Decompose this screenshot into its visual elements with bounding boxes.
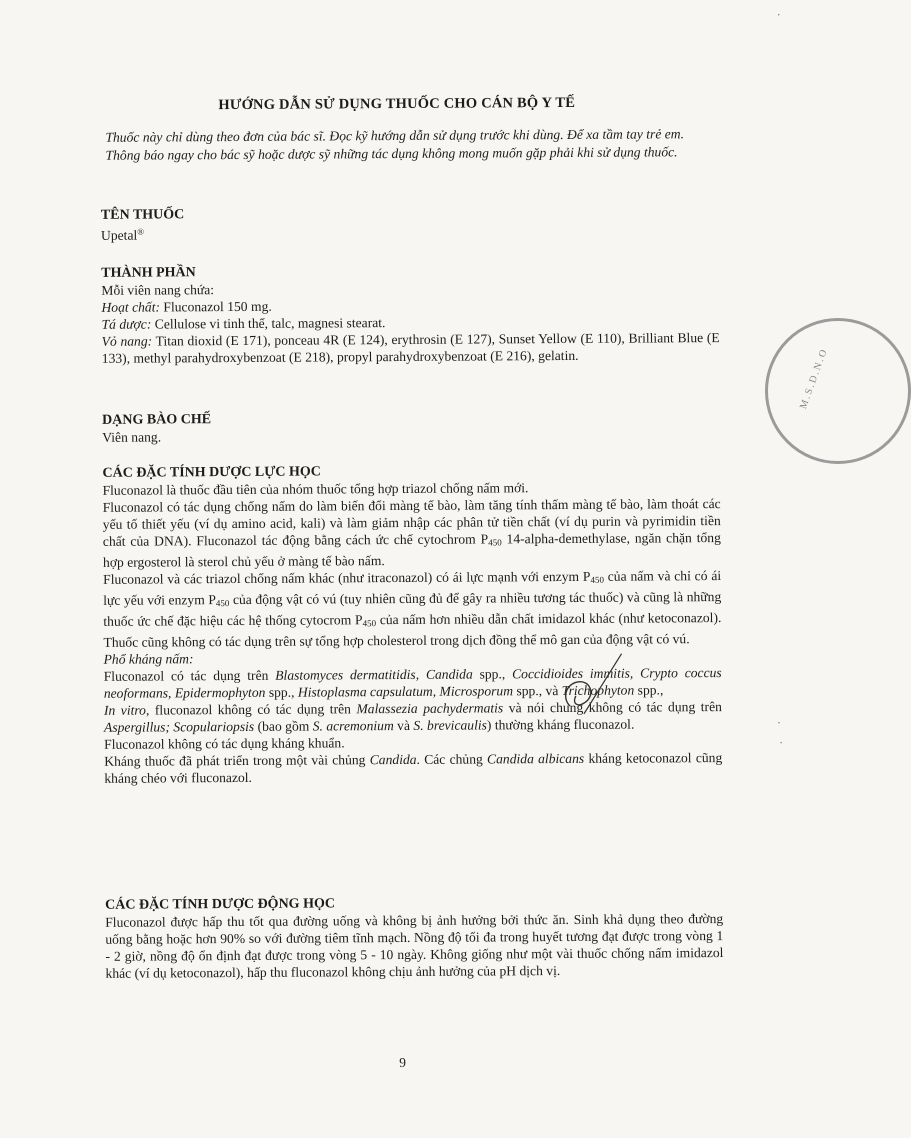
resistance-paragraph: Kháng thuốc đã phát triển trong một vài chủng Candida. Các chủng Candida albicans kháng ketoconazol cũng kháng chéo với fluconazol.	[104, 750, 723, 786]
official-stamp	[765, 318, 911, 464]
dosage-form: Viên nang.	[102, 429, 162, 445]
stamp-text: M.S.D.N.O	[797, 346, 831, 411]
intro-warning: Thuốc này chỉ dùng theo đơn của bác sĩ. Đọc kỹ hướng dẫn sử dụng trước khi dùng. Để xa tầm tay trẻ em. Thông báo ngay cho bác sỹ hoặc dược sỹ những tác dụng không mong muốn gặp phải khi sử dụng thuốc.	[105, 126, 685, 163]
section-dang-bao-che	[102, 408, 720, 446]
in-vitro-paragraph: In vitro, fluconazol không có tác dụng trên Malassezia pachydermatis và nói chung không có tác dụng trên Aspergillus; Scopulariopsis (bao gồm S. acremonium và S. brevicaulis) thường kháng fluconazol.	[103, 699, 722, 735]
active-ingredient: Hoạt chất: Fluconazol 150 mg.	[101, 298, 272, 315]
page-number: 9	[399, 1054, 406, 1071]
composition-intro: Mỗi viên nang chứa:	[101, 282, 215, 298]
heading-duoc-dong-hoc: CÁC ĐẶC TÍNH DƯỢC ĐỘNG HỌC	[105, 896, 335, 913]
pharmacodynamics-p3: Fluconazol và các triazol chống nấm khác (như itraconazol) có ái lực mạnh với enzym $P_{450}$ của nấm và chỉ có ái lực yếu với enzym $P_{450}$ của động vật có vú (tuy nhiên cũng đủ để gây ra nhiều tương tác thuốc) và cũng là những thuốc ức chế đặc hiệu các hệ thống cytocrom $P_{450}$ của nấm hơn nhiều dẫn chất imidazol khác (như ketoconazol). Thuốc cũng không có tác dụng trên sự tổng hợp cholesterol trong dịch đồng thể mô gan của động vật có vú.	[103, 568, 722, 650]
pharmacodynamics-p1: Fluconazol là thuốc đầu tiên của nhóm thuốc tổng hợp triazol chống nấm mới.	[102, 480, 529, 498]
pharmacokinetics-text: Fluconazol được hấp thu tốt qua đường uống và không bị ảnh hưởng bởi thức ăn. Sinh khả dụng theo đường uống bằng hoặc hơn 90% so với đường tiêm tĩnh mạch. Nồng độ tối đa trong huyết tương đạt được trong vòng 1 - 2 giờ, nồng độ ổn định đạt được trong vòng 5 - 10 ngày. Không giống như một vài thuốc chống nấm imidazol khác (ví dụ ketoconazol), hấp thu fluconazol không chịu ảnh hưởng của pH dịch vị.	[105, 911, 724, 981]
margin-specks: ·	[776, 715, 782, 730]
section-ten-thuoc	[101, 203, 719, 244]
registered-mark: ®	[137, 226, 145, 237]
margin-specks: ·	[779, 735, 784, 750]
section-thanh-phan	[101, 261, 720, 367]
excipients: Tá dược: Cellulose vi tinh thể, talc, magnesi stearat.	[101, 315, 386, 332]
antibacterial-note: Fluconazol không có tác dụng kháng khuẩn.	[104, 735, 345, 752]
heading-dang-bao-che: DẠNG BÀO CHẾ	[102, 412, 212, 428]
capsule-shell: Vỏ nang: Titan dioxid (E 171), ponceau 4R (E 124), erythrosin (E 127), Sunset Yellow (E 110), Brilliant Blue (E 133), methyl parahydroxybenzoat (E 218), propyl parahydroxybenzoat (E 216), gelatin.	[101, 330, 720, 366]
heading-thanh-phan: THÀNH PHẦN	[101, 265, 196, 281]
handwritten-mark-icon	[556, 654, 626, 734]
drug-name: Upetal®	[100, 226, 145, 243]
section-duoc-luc-hoc	[102, 461, 722, 787]
heading-ten-thuoc: TÊN THUỐC	[100, 207, 185, 223]
margin-specks: ·	[776, 7, 781, 22]
pharmacodynamics-p2: Fluconazol có tác dụng chống nấm do làm biến đổi màng tế bào, làm tăng tính thấm màng tế bào, làm thoát các yếu tố thiết yếu (ví dụ amino acid, kali) và làm giảm nhập các phân tử tiền chất (ví dụ purin và pyrimidin tiền chất của DNA). Fluconazol tác động bằng cách ức chế cytochrom $P_{450}$ 14-alpha-demethylase, ngăn chặn tổng hợp ergosterol là sterol chủ yếu ở màng tế bào nấm.	[102, 496, 721, 570]
section-duoc-dong-hoc	[105, 893, 724, 982]
antifungal-spectrum-label: Phổ kháng nấm:	[103, 651, 194, 667]
page-title: HƯỚNG DẪN SỬ DỤNG THUỐC CHO CÁN BỘ Y TẾ	[218, 94, 576, 114]
antifungal-spectrum: Fluconazol có tác dụng trên Blastomyces dermatitidis, Candida spp., Coccidioides immitis, Crypto coccus neoformans, Epidermophyton spp., Histoplasma capsulatum, Microsporum spp., và Trichophyton spp.,	[103, 665, 722, 701]
heading-duoc-luc-hoc: CÁC ĐẶC TÍNH DƯỢC LỰC HỌC	[102, 464, 321, 481]
